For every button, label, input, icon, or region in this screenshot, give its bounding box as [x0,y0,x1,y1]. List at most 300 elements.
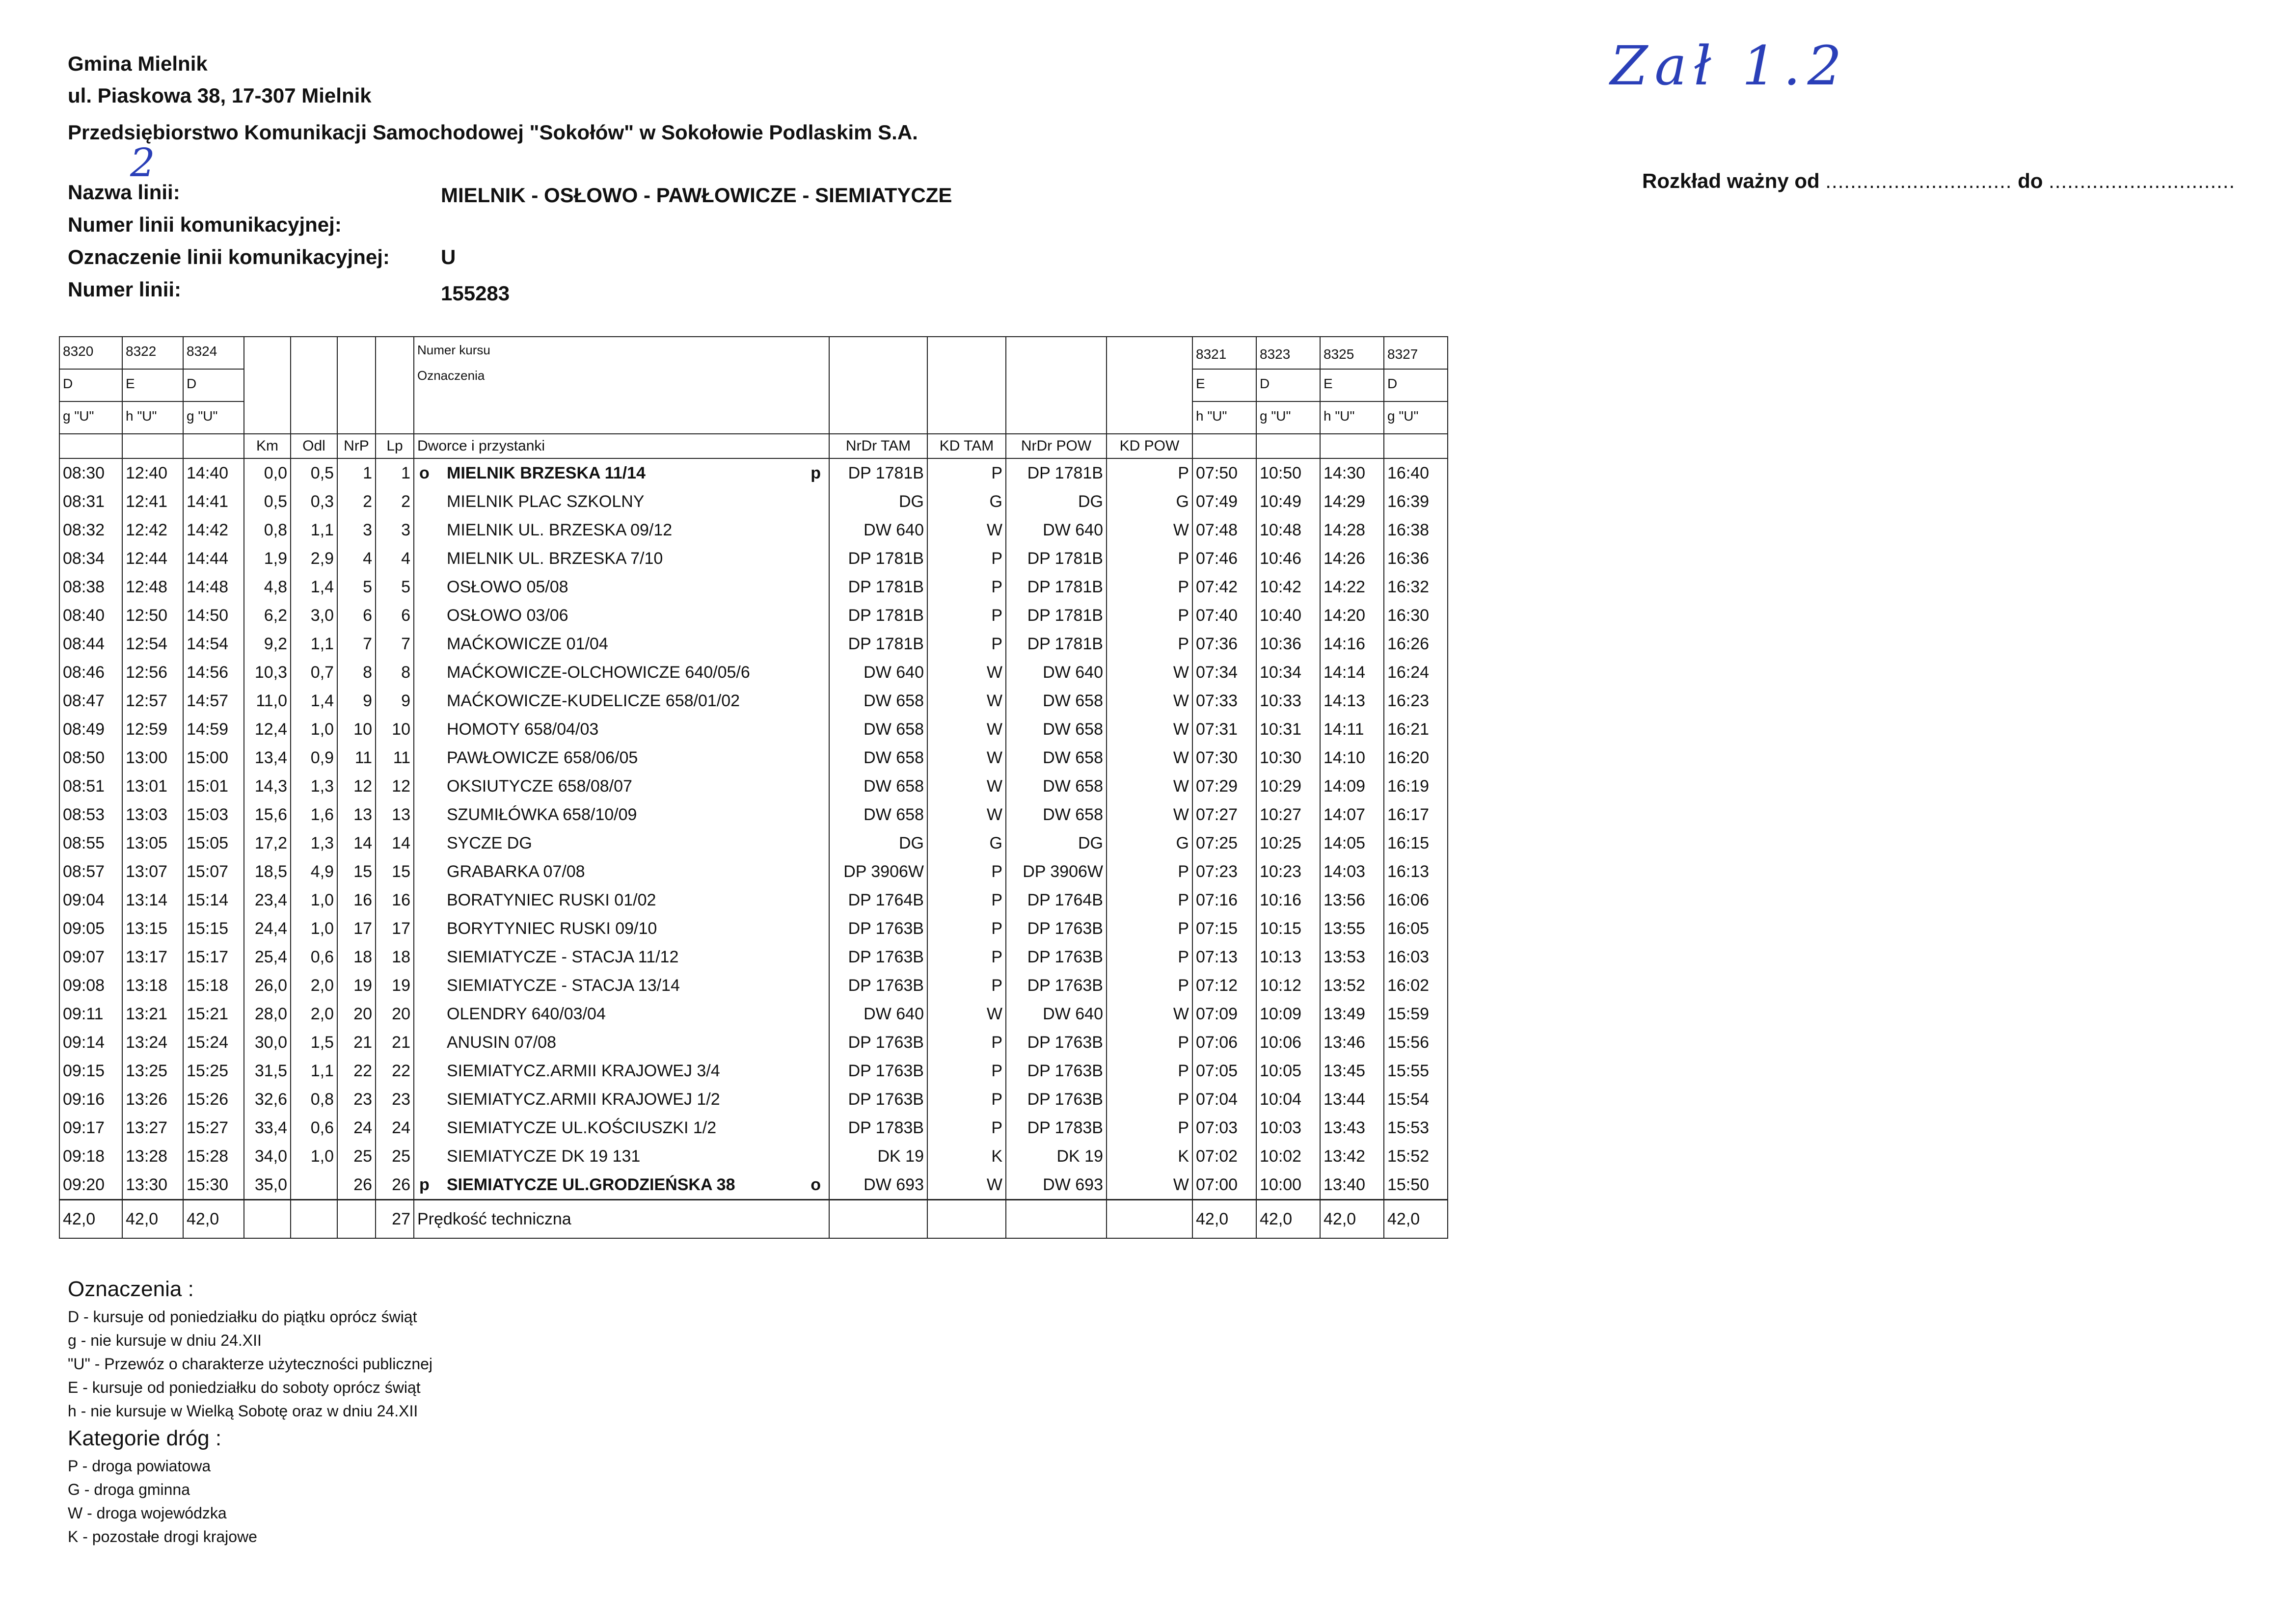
course-number-row [59,337,1448,369]
road-category-tam: P [927,1028,1006,1057]
legend [68,1274,432,1548]
road-category-pow: P [1107,630,1192,658]
time-departure: 08:30 [59,458,122,487]
time-departure: 14:56 [183,658,244,687]
road-category-pow: P [1107,601,1192,630]
stop-cell [419,688,826,714]
road-number-tam: DW 693 [829,1171,927,1200]
stop-lp: 23 [376,1085,414,1114]
stop-cell [419,546,826,571]
stop-name [414,687,829,715]
table-row [59,943,1448,971]
time-return: 10:04 [1256,1085,1320,1114]
stop-title: MIELNIK BRZESKA 11/14 [447,464,646,482]
stop-cell [419,631,826,657]
stop-nrp: 14 [337,829,376,857]
table-row [59,487,1448,516]
time-departure: 13:30 [122,1171,183,1200]
stop-name [414,1114,829,1142]
time-departure: 14:54 [183,630,244,658]
time-return: 14:09 [1320,772,1384,800]
stop-cell [419,1087,826,1112]
table-row [59,658,1448,687]
time-return: 16:03 [1384,943,1448,971]
time-departure: 08:55 [59,829,122,857]
time-return: 07:25 [1192,829,1256,857]
time-return: 13:43 [1320,1114,1384,1142]
road-category-pow: W [1107,1000,1192,1028]
stop-name [414,1000,829,1028]
road-number-pow: DP 1763B [1006,1057,1107,1085]
validity-to-blank: .............................. [2049,169,2236,192]
road-number-pow: DW 640 [1006,658,1107,687]
road-category-pow: W [1107,658,1192,687]
time-return: 14:11 [1320,715,1384,744]
road-number-tam: DP 1763B [829,1057,927,1085]
time-departure: 09:20 [59,1171,122,1200]
km-value: 14,3 [244,772,291,800]
col-lp: Lp [376,434,414,458]
road-number-pow: DP 3906W [1006,857,1107,886]
stop-cell [419,1001,826,1027]
table-row [59,573,1448,601]
legend-item: h - nie kursuje w Wielką Sobotę oraz w dniu 24.XII [68,1402,418,1420]
stop-name [414,744,829,772]
time-departure: 09:08 [59,971,122,1000]
stop-tail-marker [821,631,826,657]
time-return: 14:20 [1320,601,1384,630]
road-category-tam: W [927,658,1006,687]
time-departure: 14:59 [183,715,244,744]
time-departure: 12:41 [122,487,183,516]
time-return: 10:15 [1256,914,1320,943]
stop-label [419,489,644,514]
stop-cell [419,1144,826,1169]
road-category-pow: P [1107,573,1192,601]
time-departure: 14:41 [183,487,244,516]
time-departure: 12:48 [122,573,183,601]
handwritten-annex-note: Zał 1.2 [1610,34,1849,97]
col-km: Km [244,434,291,458]
stop-lead-marker: p [419,1175,430,1194]
stop-nrp: 22 [337,1057,376,1085]
stop-title: MIELNIK UL. BRZESKA 09/12 [447,521,673,539]
stop-title: SYCZE DG [447,834,532,852]
time-return: 07:04 [1192,1085,1256,1114]
time-departure: 13:28 [122,1142,183,1171]
time-departure: 09:16 [59,1085,122,1114]
time-return: 07:42 [1192,573,1256,601]
stop-name [414,715,829,744]
stop-lp: 2 [376,487,414,516]
stop-title: MIELNIK UL. BRZESKA 7/10 [447,549,663,568]
stop-lp: 8 [376,658,414,687]
road-category-tam: P [927,458,1006,487]
stop-cell [419,717,826,742]
footer-speed: 42,0 [1384,1200,1448,1239]
road-number-pow: DP 1781B [1006,458,1107,487]
stop-nrp: 24 [337,1114,376,1142]
time-return: 10:33 [1256,687,1320,715]
stop-label [419,802,637,827]
stop-tail-marker [821,745,826,771]
road-number-tam: DP 1763B [829,914,927,943]
stop-name [414,1057,829,1085]
line-number-row [68,213,342,245]
distance-value: 1,4 [291,573,337,601]
stop-lp: 5 [376,573,414,601]
distance-value: 0,6 [291,1114,337,1142]
stop-label [419,1030,556,1055]
course-number: 8323 [1256,337,1320,369]
line-id-value: 155283 [441,282,510,305]
time-return: 10:03 [1256,1114,1320,1142]
km-value: 13,4 [244,744,291,772]
line-number-label: Numer linii komunikacyjnej: [68,213,342,236]
stop-nrp: 4 [337,544,376,573]
time-return: 10:29 [1256,772,1320,800]
stop-lp: 1 [376,458,414,487]
distance-value: 1,6 [291,800,337,829]
stop-cell [419,944,826,970]
road-category-pow: W [1107,687,1192,715]
time-departure: 12:59 [122,715,183,744]
road-number-pow: DP 1763B [1006,1028,1107,1057]
road-category-pow: K [1107,1142,1192,1171]
road-number-tam: DW 658 [829,744,927,772]
stop-title: MAĆKOWICZE 01/04 [447,635,608,653]
time-return: 16:13 [1384,857,1448,886]
road-category-pow: P [1107,458,1192,487]
line-name-label: Nazwa linii: [68,181,180,204]
distance-value: 1,5 [291,1028,337,1057]
stop-cell [419,489,826,514]
stop-lp: 13 [376,800,414,829]
road-category-pow: W [1107,715,1192,744]
stop-name [414,943,829,971]
footer-speed: 42,0 [183,1200,244,1239]
stop-nrp: 15 [337,857,376,886]
time-return: 07:15 [1192,914,1256,943]
course-number: 8321 [1192,337,1256,369]
km-value: 18,5 [244,857,291,886]
road-number-pow: DP 1763B [1006,943,1107,971]
road-number-pow: DP 1763B [1006,1085,1107,1114]
road-category-pow: G [1107,487,1192,516]
time-return: 16:06 [1384,886,1448,914]
line-name-row [68,181,952,213]
time-departure: 12:42 [122,516,183,544]
stop-tail-marker [821,1087,826,1112]
road-category-pow: G [1107,829,1192,857]
road-category-pow: P [1107,943,1192,971]
road-number-tam: DP 1781B [829,544,927,573]
stop-label [419,1058,720,1084]
stop-lp: 3 [376,516,414,544]
stop-nrp: 18 [337,943,376,971]
stop-lp: 24 [376,1114,414,1142]
time-departure: 09:18 [59,1142,122,1171]
road-number-pow: DP 1763B [1006,971,1107,1000]
table-row [59,630,1448,658]
time-departure: 08:31 [59,487,122,516]
time-return: 14:28 [1320,516,1384,544]
stop-lp: 12 [376,772,414,800]
table-row [59,458,1448,487]
handwritten-number: 2 [130,140,155,186]
stop-cell [419,517,826,543]
stop-lp: 26 [376,1171,414,1200]
time-return: 07:49 [1192,487,1256,516]
time-return: 07:33 [1192,687,1256,715]
stop-label [419,830,532,856]
stop-label [419,1144,640,1169]
distance-value: 1,1 [291,516,337,544]
stop-label [419,603,568,628]
stop-label [419,574,568,600]
stop-name [414,1085,829,1114]
time-return: 10:05 [1256,1057,1320,1085]
time-departure: 13:05 [122,829,183,857]
time-departure: 15:21 [183,1000,244,1028]
time-return: 14:07 [1320,800,1384,829]
table-row [59,687,1448,715]
course-code: D [1384,369,1448,401]
time-return: 13:55 [1320,914,1384,943]
col-nrdr-tam: NrDr TAM [829,434,927,458]
time-departure: 15:25 [183,1057,244,1085]
table-row [59,1028,1448,1057]
time-return: 07:36 [1192,630,1256,658]
stop-name [414,573,829,601]
col-kd-pow: KD POW [1107,434,1192,458]
stop-title: SIEMIATYCZ.ARMII KRAJOWEJ 1/2 [447,1090,720,1109]
footer-lp: 27 [376,1200,414,1239]
time-return: 10:02 [1256,1142,1320,1171]
stop-lp: 22 [376,1057,414,1085]
stop-cell [419,1058,826,1084]
stop-label [419,688,740,714]
course-mark: h "U" [1320,401,1384,434]
stop-label [419,717,598,742]
col-odl: Odl [291,434,337,458]
road-number-tam: DW 640 [829,658,927,687]
table-row [59,601,1448,630]
time-return: 10:00 [1256,1171,1320,1200]
time-return: 07:23 [1192,857,1256,886]
time-departure: 13:03 [122,800,183,829]
course-code: D [183,369,244,401]
road-number-pow: DP 1781B [1006,630,1107,658]
km-value: 12,4 [244,715,291,744]
time-departure: 12:40 [122,458,183,487]
stop-tail-marker [821,916,826,941]
stop-title: MIELNIK PLAC SZKOLNY [447,492,645,511]
time-return: 14:22 [1320,573,1384,601]
road-category-tam: P [927,630,1006,658]
time-departure: 13:00 [122,744,183,772]
stop-tail-marker [821,574,826,600]
time-return: 14:05 [1320,829,1384,857]
time-return: 07:40 [1192,601,1256,630]
time-return: 16:15 [1384,829,1448,857]
time-departure: 13:15 [122,914,183,943]
distance-value: 0,8 [291,1085,337,1114]
stop-label [419,631,608,657]
stop-nrp: 20 [337,1000,376,1028]
distance-value: 2,9 [291,544,337,573]
road-category-pow: P [1107,857,1192,886]
road-category: K - pozostałe drogi krajowe [68,1528,257,1545]
timetable [59,336,1448,1239]
time-return: 14:14 [1320,658,1384,687]
stop-lp: 21 [376,1028,414,1057]
road-category-tam: P [927,914,1006,943]
stop-label [419,1087,720,1112]
road-category-tam: W [927,800,1006,829]
road-category-tam: W [927,687,1006,715]
road-category-pow: P [1107,1085,1192,1114]
stop-tail-marker [821,688,826,714]
course-number: 8327 [1384,337,1448,369]
line-mark-row [68,245,456,278]
stop-tail-marker [821,717,826,742]
time-departure: 13:26 [122,1085,183,1114]
time-departure: 13:18 [122,971,183,1000]
operator-name: Przedsiębiorstwo Komunikacji Samochodowej "Sokołów" w Sokołowie Podlaskim S.A. [68,121,918,144]
stop-cell [419,773,826,799]
km-value: 28,0 [244,1000,291,1028]
footer-speed: 42,0 [1320,1200,1384,1239]
time-return: 16:21 [1384,715,1448,744]
table-row [59,516,1448,544]
stop-tail-marker [821,1144,826,1169]
line-mark-value: U [441,245,456,268]
stop-nrp: 11 [337,744,376,772]
stop-tail-marker [821,517,826,543]
road-category-tam: P [927,601,1006,630]
line-name-value: MIELNIK - OSŁOWO - PAWŁOWICZE - SIEMIATYCZE [441,184,952,207]
time-departure: 15:07 [183,857,244,886]
stop-lp: 7 [376,630,414,658]
time-departure: 12:57 [122,687,183,715]
stop-lp: 16 [376,886,414,914]
time-return: 16:05 [1384,914,1448,943]
time-departure: 09:17 [59,1114,122,1142]
stop-title: SIEMIATYCZE - STACJA 11/12 [447,948,679,966]
time-return: 07:00 [1192,1171,1256,1200]
stop-nrp: 3 [337,516,376,544]
course-mark: g "U" [1256,401,1320,434]
table-row [59,1000,1448,1028]
stop-name [414,630,829,658]
table-row [59,744,1448,772]
time-return: 14:13 [1320,687,1384,715]
stop-label [419,460,646,486]
table-row [59,857,1448,886]
distance-value: 1,1 [291,1057,337,1085]
table-row [59,1057,1448,1085]
legend-item: g - nie kursuje w dniu 24.XII [68,1331,262,1349]
stop-title: SZUMIŁÓWKA 658/10/09 [447,805,637,824]
stop-title: SIEMIATYCZE DK 19 131 [447,1147,641,1166]
road-category-pow: W [1107,800,1192,829]
road-number-tam: DP 3906W [829,857,927,886]
distance-value: 0,7 [291,658,337,687]
time-departure: 08:40 [59,601,122,630]
road-category-pow: P [1107,1114,1192,1142]
time-return: 16:20 [1384,744,1448,772]
road-category-tam: P [927,943,1006,971]
road-number-pow: DG [1006,487,1107,516]
stop-cell [419,1115,826,1141]
stop-nrp: 23 [337,1085,376,1114]
time-return: 10:25 [1256,829,1320,857]
time-departure: 15:03 [183,800,244,829]
time-departure: 15:28 [183,1142,244,1171]
col-nrp: NrP [337,434,376,458]
course-number: 8322 [122,337,183,369]
road-number-pow: DW 658 [1006,715,1107,744]
stop-cell [419,574,826,600]
time-return: 07:27 [1192,800,1256,829]
stop-lp: 9 [376,687,414,715]
time-departure: 08:50 [59,744,122,772]
time-return: 16:40 [1384,458,1448,487]
marks-label: Oznaczenia [417,368,485,383]
time-return: 10:46 [1256,544,1320,573]
road-number-tam: DG [829,487,927,516]
road-category-tam: W [927,516,1006,544]
time-departure: 08:46 [59,658,122,687]
stop-name [414,857,829,886]
time-departure: 15:17 [183,943,244,971]
stop-label [419,973,680,998]
stop-label [419,773,632,799]
stop-title: GRABARKA 07/08 [447,862,585,881]
time-return: 13:53 [1320,943,1384,971]
stop-title: HOMOTY 658/04/03 [447,720,599,739]
distance-value: 1,0 [291,886,337,914]
road-category-tam: W [927,772,1006,800]
stop-nrp: 12 [337,772,376,800]
stop-label [419,517,672,543]
stop-name [414,1142,829,1171]
distance-value: 1,1 [291,630,337,658]
time-departure: 13:27 [122,1114,183,1142]
table-row [59,715,1448,744]
time-departure: 14:44 [183,544,244,573]
stop-label [419,887,656,913]
time-return: 16:38 [1384,516,1448,544]
road-number-tam: DW 658 [829,800,927,829]
distance-value: 1,0 [291,1142,337,1171]
validity-line [1642,169,2235,193]
km-value: 32,6 [244,1085,291,1114]
road-category-pow: W [1107,1171,1192,1200]
validity-to-label: do [2018,169,2043,192]
time-return: 10:49 [1256,487,1320,516]
stop-nrp: 7 [337,630,376,658]
table-row [59,544,1448,573]
road-number-pow: DG [1006,829,1107,857]
time-return: 10:27 [1256,800,1320,829]
km-value: 1,9 [244,544,291,573]
road-category-tam: P [927,857,1006,886]
stop-nrp: 8 [337,658,376,687]
km-value: 9,2 [244,630,291,658]
stop-title: SIEMIATYCZE UL.GRODZIEŃSKA 38 [447,1175,735,1194]
